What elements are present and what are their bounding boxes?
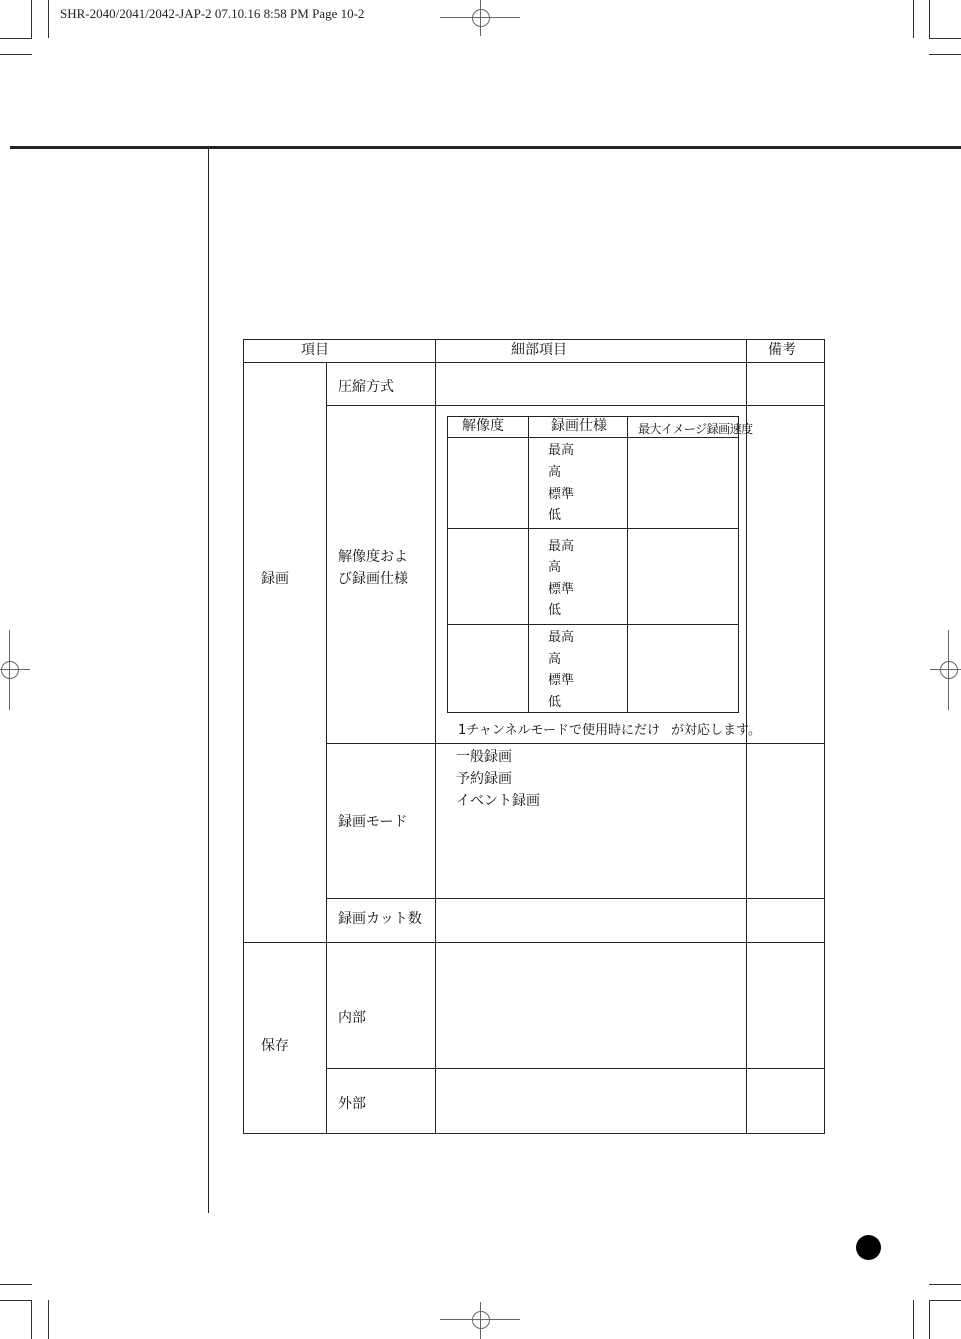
quality-level: 低: [548, 508, 562, 523]
row-resolution-line2: び録画仕様: [338, 571, 408, 587]
header-note: 備考: [768, 342, 796, 358]
row-rec-cut-count: 録画カット数: [338, 911, 422, 927]
footnote-left: 1チャンネルモードで使用時にだけ: [458, 723, 660, 738]
quality-level: 低: [548, 695, 562, 710]
margin-rule: [208, 149, 209, 1213]
quality-level: 最高: [548, 443, 575, 458]
header-item: 項目: [301, 342, 329, 358]
quality-level: 標準: [548, 582, 575, 597]
quality-level: 標準: [548, 673, 575, 688]
group-recording: 録画: [261, 571, 289, 587]
rec-mode-item: 一般録画: [456, 749, 512, 765]
print-header: SHR-2040/2041/2042-JAP-2 07.10.16 8:58 PM Page 10-2: [60, 6, 365, 21]
group-storage: 保存: [261, 1038, 289, 1054]
row-rec-mode: 録画モード: [338, 814, 408, 830]
quality-level: 最高: [548, 630, 575, 645]
quality-level: 最高: [548, 539, 575, 554]
rec-mode-item: 予約録画: [456, 771, 512, 787]
quality-level: 高: [548, 465, 562, 480]
inner-header-spec: 録画仕様: [551, 418, 607, 434]
page-marker-dot: [856, 1235, 881, 1260]
inner-header-resolution: 解像度: [462, 418, 504, 434]
row-resolution-line1: 解像度およ: [338, 549, 408, 565]
footnote-right: が対応します。: [671, 723, 761, 738]
row-internal: 内部: [338, 1010, 366, 1026]
inner-header-max-speed: 最大イメージ録画速度: [638, 422, 753, 436]
top-rule: [10, 146, 961, 149]
quality-level: 標準: [548, 487, 575, 502]
header-detail: 細部項目: [511, 342, 567, 358]
quality-level: 高: [548, 652, 562, 667]
quality-level: 高: [548, 560, 562, 575]
row-compression: 圧縮方式: [338, 379, 394, 395]
row-external: 外部: [338, 1096, 366, 1112]
rec-mode-item: イベント録画: [456, 793, 540, 809]
quality-level: 低: [548, 603, 562, 618]
